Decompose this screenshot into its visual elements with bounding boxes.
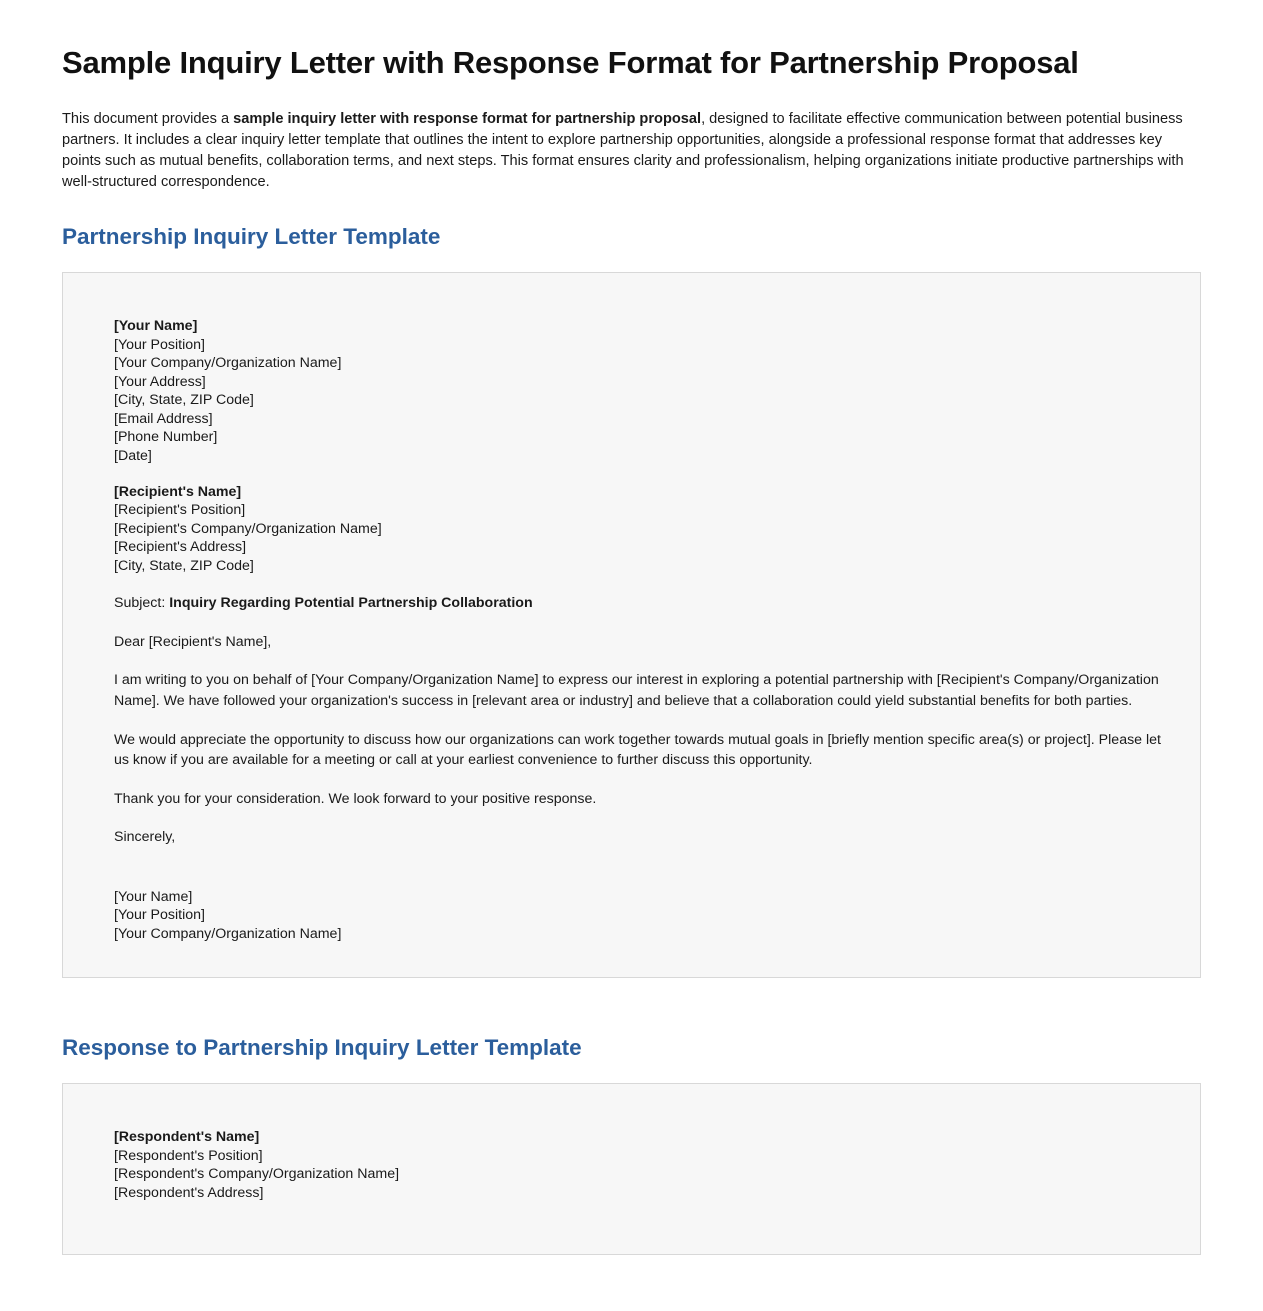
inquiry-letter-box xyxy=(62,272,1201,978)
intro-text-bold: sample inquiry letter with response format for partnership proposal xyxy=(233,110,702,127)
letter-date: [Date] xyxy=(114,447,152,464)
intro-text-part-1: This document provides a xyxy=(62,110,234,127)
subject-text: Inquiry Regarding Potential Partnership Collaboration xyxy=(169,595,533,612)
recipient-address-block xyxy=(114,483,1174,575)
intro-paragraph xyxy=(62,109,1201,194)
response-letter-box xyxy=(62,1083,1201,1255)
recipient-position: [Recipient's Position] xyxy=(114,502,246,519)
sender-address-block xyxy=(114,317,1174,465)
sender-address: [Your Address] xyxy=(114,373,206,390)
response-letter-content xyxy=(89,1128,1174,1202)
salutation: Dear [Recipient's Name], xyxy=(114,633,272,650)
body-paragraph-1: I am writing to you on behalf of [Your Company/Organization Name] to express our interest in exploring a potential partnership with [Recipient's Company/Organization Name]. We have followed your organization's success in [relevant area or industry] and believe that a collaboration could yield substantial benefits for both parties. xyxy=(114,672,1159,710)
sender-company: [Your Company/Organization Name] xyxy=(114,355,342,372)
section-heading-response: Response to Partnership Inquiry Letter Template xyxy=(62,1035,582,1061)
sender-name: [Your Name] xyxy=(114,318,198,335)
sender-email: [Email Address] xyxy=(114,410,213,427)
signature-block xyxy=(114,888,1174,943)
signature-company: [Your Company/Organization Name] xyxy=(114,925,342,942)
recipient-name: [Recipient's Name] xyxy=(114,484,242,500)
section-heading-inquiry: Partnership Inquiry Letter Template xyxy=(62,224,441,250)
inquiry-letter-content xyxy=(89,317,1174,943)
respondent-address-block xyxy=(114,1128,1174,1202)
recipient-city-state-zip: [City, State, ZIP Code] xyxy=(114,557,254,574)
sender-phone: [Phone Number] xyxy=(114,429,218,446)
closing-line: Sincerely, xyxy=(114,829,176,846)
page-title: Sample Inquiry Letter with Response Format for Partnership Proposal xyxy=(62,45,1079,80)
recipient-company: [Recipient's Company/Organization Name] xyxy=(114,520,382,537)
respondent-name: [Respondent's Name] xyxy=(114,1129,260,1146)
recipient-address: [Recipient's Address] xyxy=(114,539,247,556)
subject-label: Subject: xyxy=(114,595,170,612)
body-paragraph-2: We would appreciate the opportunity to discuss how our organizations can work together towards mutual goals in [briefly mention specific area(s) or project]. Please let us know if you are available for a meeting or call at your earliest convenience to further discuss this opportunity. xyxy=(114,731,1161,769)
signature-name: [Your Name] xyxy=(114,889,193,906)
intro-text-part-2: , designed to facilitate effective communication between potential business partners. It includes a clear inquiry letter template that outlines the intent to explore partnership opportunities, alongside a professional response format that addresses key points such as mutual benefits, collaboration terms, and next steps. This format ensures clarity and professionalism, helping organizations initiate productive partnerships with well-structured correspondence. xyxy=(62,110,1184,191)
body-paragraph-3: Thank you for your consideration. We look forward to your positive response. xyxy=(114,790,597,807)
sender-city-state-zip: [City, State, ZIP Code] xyxy=(114,392,254,409)
signature-position: [Your Position] xyxy=(114,907,205,924)
respondent-company: [Respondent's Company/Organization Name] xyxy=(114,1166,400,1183)
respondent-position: [Respondent's Position] xyxy=(114,1147,263,1164)
respondent-address: [Respondent's Address] xyxy=(114,1184,264,1201)
sender-position: [Your Position] xyxy=(114,336,205,353)
subject-line xyxy=(114,593,1174,614)
signature-space xyxy=(114,866,1174,882)
